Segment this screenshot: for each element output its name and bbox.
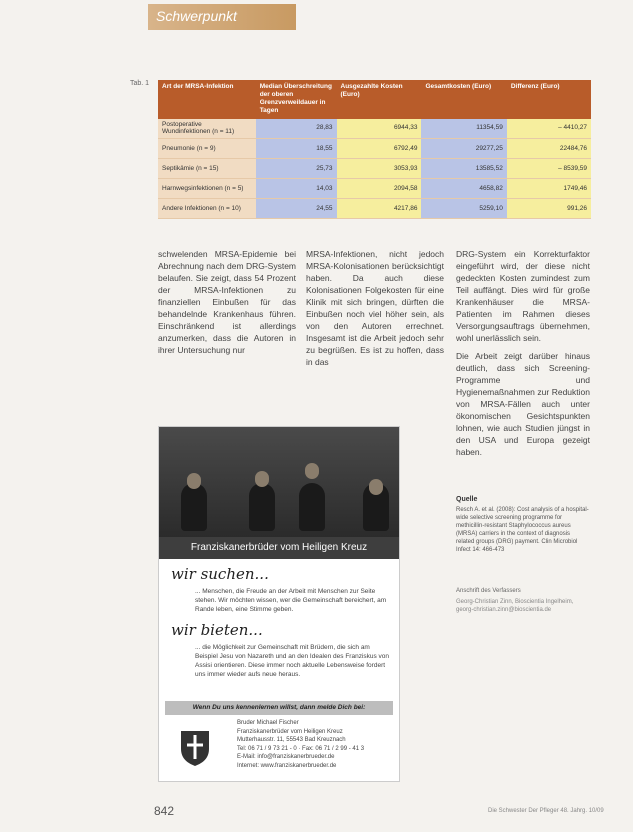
table-cell: 29277,25: [421, 139, 506, 159]
row-label: Postoperative Wundinfektionen (n = 11): [158, 119, 256, 139]
row-label: Harnwegsinfektionen (n = 5): [158, 179, 256, 199]
table-cell: 1749,46: [507, 179, 591, 199]
body-paragraph: Die Arbeit zeigt darüber hinaus deutlich, dass sich Screening-Programme und Hygienemaßnahmen zur Reduktion von MRSA-Fällen auch unter ökonomischen Gesichtspunkten lohnen, wie auch Studien jüngst in den USA und Europa gezeigt haben.: [456, 351, 590, 457]
body-paragraph: DRG-System ein Korrekturfaktor eingeführt wird, der diese nicht gedeckten Kosten zumindest zum Teil auffängt. Dies wird für große Krankenhäuser die MRSA-Patienten im Rahmen dieses Versorgungsauftrags übernehmen, wohl unerlässlich sein.: [456, 249, 590, 343]
body-column-1: [158, 248, 296, 362]
ad-contact-banner: Wenn Du uns kennenlernen willst, dann melde Dich bei:: [165, 701, 393, 715]
table-cell: 6792,49: [337, 139, 422, 159]
body-column-2: [306, 248, 444, 374]
ad-script-heading: wir bieten...: [171, 621, 263, 639]
ad-banner: Franziskanerbrüder vom Heiligen Kreuz: [159, 537, 399, 559]
table-cell: 991,26: [507, 199, 591, 219]
ad-paragraph: ... Menschen, die Freude an der Arbeit mit Menschen zur Seite stehen. Wir möchten wissen, wer die Gemeinschaft bereichert, am Rande leben, eine Stimme geben.: [195, 588, 387, 613]
table-label: Tab. 1: [130, 80, 150, 87]
table-cell: – 8539,59: [507, 159, 591, 179]
advertisement: [158, 426, 400, 782]
person-figure: [299, 483, 325, 531]
row-label: Andere Infektionen (n = 10): [158, 199, 256, 219]
table-cell: 3053,93: [337, 159, 422, 179]
table-cell: 14,03: [256, 179, 337, 199]
table-row: [158, 159, 591, 179]
journal-footer: Die Schwester Der Pfleger 48. Jahrg. 10/09: [488, 808, 604, 814]
body-column-3: [456, 248, 590, 464]
person-face: [187, 473, 201, 489]
ad-paragraph: ... die Möglichkeit zur Gemeinschaft mit Brüdern, die sich am Beispiel Jesu von Nazareth und an den Idealen des Franziskus von Assisi orientieren. Diese immer noch aktuelle Lebensweise fordert uns immer wieder aufs neue heraus.: [195, 644, 390, 678]
ad-photo: [159, 427, 399, 537]
body-paragraph: schwelenden MRSA-Epidemie bei Abrechnung nach dem DRG-System belaufen. Sie zeigt, dass 54 Prozent der MRSA-Infektionen zu finanziellen Einbußen für das behandelnde Krankenhaus führen. Einschränkend ist allerdings anzumerken, dass die Autoren in ihrer Untersuchung nur: [158, 249, 296, 355]
person-face: [305, 463, 319, 479]
table-cell: 13585,52: [421, 159, 506, 179]
table-header-cell: Gesamtkosten (Euro): [421, 80, 506, 119]
source-citation: Resch A. et al. (2008): Cost analysis of a hospital-wide selective screening programme for methicillin-resistant Staphylococcus aureus (MRSA) carriers in the context of diagnosis related groups (DRG) payment. Clin Microbiol Infect 14: 466-473: [456, 507, 589, 553]
table-cell: 4658,82: [421, 179, 506, 199]
cost-table: [158, 80, 591, 219]
body-paragraph: MRSA-Infektionen, nicht jedoch MRSA-Kolonisationen berücksichtigt haben. Da auch diese Kolonisationen Folgekosten für eine Klinik mit sich bringen, dürften die Einbußen noch viel höher sein, als von den Autoren errechnet. Insgesamt ist die Arbeit jedoch sehr zu begrüßen. Es ist zu hoffen, dass in das: [306, 249, 444, 367]
crest-icon: [177, 725, 213, 767]
table-cell: 22484,76: [507, 139, 591, 159]
author-address: Georg-Christian Zinn, Bioscientia Ingelheim, georg-christian.zinn@bioscientia.de: [456, 599, 574, 613]
table-cell: 6944,33: [337, 119, 422, 139]
table-header-cell: Art der MRSA-Infektion: [158, 80, 256, 119]
ad-address: Bruder Michael Fischer Franziskanerbrüder vom Heiligen Kreuz Mutterhausstr. 11, 55543 Bad Kreuznach Tel: 06 71 / 9 73 21 - 0 · Fax: 06 71 / 2 99 - 41 3 E-Mail: info@franziskanerbrueder.de Internet: www.franziskanerbrueder.de: [237, 720, 365, 769]
table-cell: 11354,59: [421, 119, 506, 139]
table-header-cell: Differenz (Euro): [507, 80, 591, 119]
ad-script-heading: wir suchen...: [171, 565, 269, 583]
row-label: Septikämie (n = 15): [158, 159, 256, 179]
table-cell: 28,83: [256, 119, 337, 139]
person-face: [369, 479, 383, 495]
source-heading: Quelle: [456, 496, 478, 503]
page-number: 842: [154, 804, 175, 818]
table-cell: 18,55: [256, 139, 337, 159]
table-header-cell: Ausgezahlte Kosten (Euro): [337, 80, 422, 119]
table-header-cell: Median Überschreitung der oberen Grenzverweildauer in Tagen: [256, 80, 337, 119]
person-face: [255, 471, 269, 487]
table-cell: 25,73: [256, 159, 337, 179]
row-label: Pneumonie (n = 9): [158, 139, 256, 159]
table-cell: 24,55: [256, 199, 337, 219]
table-cell: 5259,10: [421, 199, 506, 219]
table-row: [158, 139, 591, 159]
person-figure: [181, 483, 207, 531]
section-title: Schwerpunkt: [156, 8, 237, 24]
table-row: [158, 179, 591, 199]
table-row: [158, 199, 591, 219]
person-figure: [249, 483, 275, 531]
table-cell: 2094,58: [337, 179, 422, 199]
table-cell: – 4410,27: [507, 119, 591, 139]
table-row: [158, 119, 591, 139]
author-heading: Anschrift des Verfassers: [456, 588, 521, 594]
table-cell: 4217,86: [337, 199, 422, 219]
